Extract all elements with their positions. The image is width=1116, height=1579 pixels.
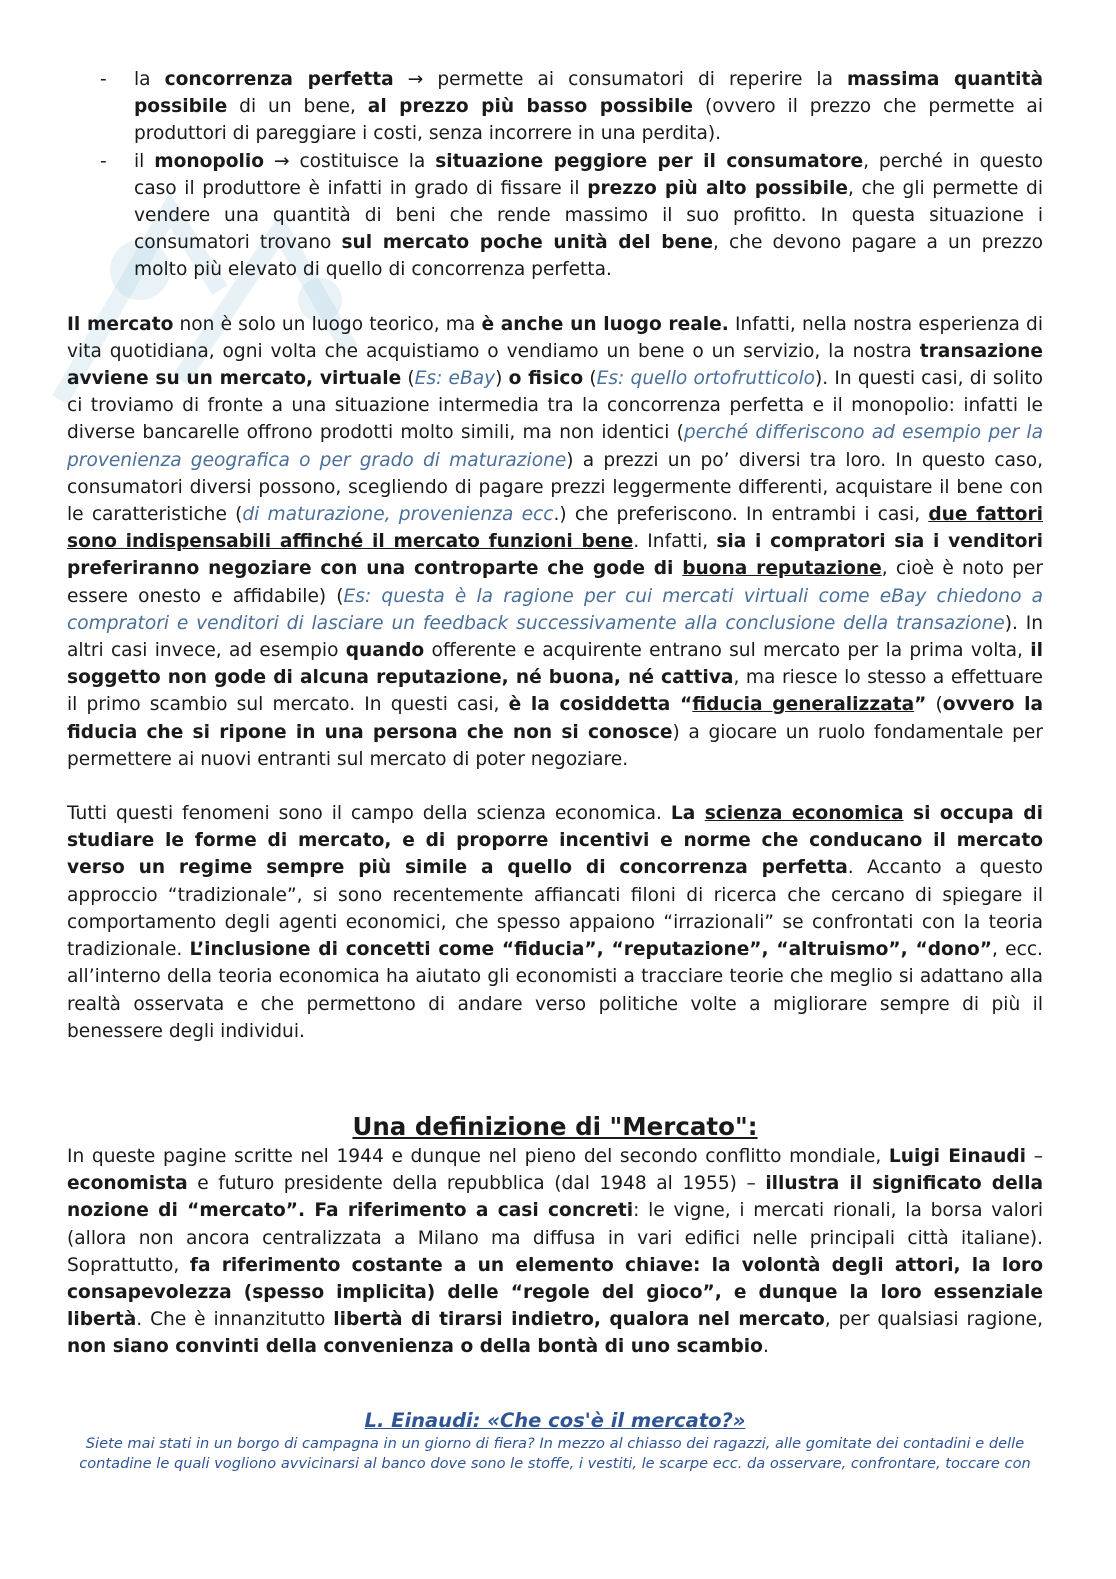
text-run: monopolio xyxy=(154,150,265,172)
text-run: sia i compratori sia i venditori preferiranno negoziare con una controparte che gode di xyxy=(67,531,1043,580)
text-run: sul mercato poche unità del bene xyxy=(341,232,714,254)
text-run: illustra il significato della nozione di “mercato”. Fa riferimento a casi concreti xyxy=(67,1173,1043,1222)
text-run: non siano convinti della convenienza o della bontà di uno scambio xyxy=(67,1336,763,1358)
text-run: , ecc. all’interno della teoria economica ha aiutato gli economisti a tracciare teorie che meglio si adattano alla realtà osservata e che permettono di andare verso politiche volte a migliorare sempre di più il benessere degli individui. xyxy=(67,939,1043,1042)
market-forms-list xyxy=(67,66,1043,284)
text-run: . xyxy=(762,1336,769,1358)
text-run: , cioè è noto per essere onesto e affidabile) ( xyxy=(67,558,1043,607)
dash-bullet: - xyxy=(100,69,107,90)
text-run: La xyxy=(670,803,705,825)
text-run: fiducia generalizzata xyxy=(692,694,915,716)
text-run: fa riferimento costante a un elemento chiave: la volontà degli attori, la loro consapevolezza (spesso implicita) delle “regole del gioco”, e dunque la loro essenziale libertà xyxy=(67,1254,1043,1331)
text-run: .) che preferiscono. In entrambi i casi, xyxy=(553,504,929,526)
text-run: il soggetto non gode di alcuna reputazione, né buona, né cattiva xyxy=(67,640,1043,689)
text-run: situazione peggiore per il consumatore xyxy=(435,150,864,172)
text-run: → costituisce la xyxy=(264,150,436,172)
list-item-perfect-competition xyxy=(67,66,1043,148)
text-run: ). In questi casi, di solito ci troviamo di fronte a una situazione intermedia tra la concorrenza perfetta e il monopolio: infatti le diverse bancarelle offrono prodotti molto simili, ma non identici ( xyxy=(67,368,1043,444)
text-run: L’inclusione di concetti come “fiducia”, “reputazione”, “altruismo”, “dono” xyxy=(189,939,993,961)
text-run: economista xyxy=(67,1173,188,1195)
paragraph-einaudi xyxy=(67,1143,1043,1361)
text-run: , che devono pagare a un prezzo molto più elevato di quello di concorrenza perfetta. xyxy=(134,232,1044,281)
text-run: . Accanto a questo approccio “tradizionale”, si sono recentemente affiancati filoni di ricerca che cercano di spiegare il comportamento degli agenti economici, che spesso appaiono “irrazionali” se confrontati con la teoria tradizionale. xyxy=(67,857,1043,961)
text-run: è la cosiddetta “ xyxy=(508,694,693,716)
text-run: ( xyxy=(926,694,943,716)
text-run: ) a prezzi un po’ diversi tra loro. In questo caso, consumatori diversi possono, scegliendo di pagare prezzi leggermente differenti, acquistare il bene con le caratteristiche ( xyxy=(67,449,1043,526)
text-run: massima quantità possibile xyxy=(134,69,1043,118)
text-run: non è solo un luogo teorico, ma xyxy=(173,313,482,335)
text-run: si occupa di studiare le forme di mercato, e di proporre incentivi e norme che conducano il mercato verso un regime sempre più simile a quello di concorrenza perfetta xyxy=(67,803,1043,879)
text-run: ) xyxy=(495,368,509,390)
text-run: , perché in questo caso il produttore è infatti in grado di fissare il xyxy=(134,150,1043,199)
text-run: la xyxy=(134,69,165,90)
list-item-text xyxy=(134,151,1043,281)
text-run: In queste pagine scritte nel 1944 e dunque nel pieno del secondo conflitto mondiale, xyxy=(67,1145,889,1167)
text-run: buona reputazione xyxy=(682,558,882,580)
text-run: quando xyxy=(345,640,425,662)
text-run: perché differiscono ad esempio per la provenienza geografica o per grado di maturazione xyxy=(67,422,1043,471)
text-run: al prezzo più basso possibile xyxy=(367,96,694,118)
text-run: o fisico xyxy=(508,368,584,390)
text-run: , che gli permette di vendere una quantità di beni che rende massimo il suo profitto. In questa situazione i consumatori trovano xyxy=(134,177,1043,254)
text-run: libertà di tirarsi indietro, qualora nel mercato xyxy=(333,1309,825,1331)
text-run: . Infatti, xyxy=(633,531,717,553)
text-run: offerente e acquirente entrano sul mercato per la prima volta, xyxy=(424,640,1031,662)
text-run: : le vigne, i mercati rionali, la borsa valori (allora non ancora centralizzata a Milano ma diffusa in vari edifici nelle principali città italiane). Soprattutto, xyxy=(67,1200,1044,1276)
text-run: il xyxy=(134,150,155,172)
text-run: concorrenza perfetta xyxy=(164,69,394,90)
quote-title-link[interactable]: L. Einaudi: «Che cos'è il mercato?» xyxy=(364,1408,746,1432)
text-run: due fattori sono indispensabili affinché il mercato funzioni bene xyxy=(67,504,1043,553)
text-run: transazione avviene su un mercato, virtuale xyxy=(67,340,1043,390)
paragraph-market-real-place xyxy=(67,311,1043,773)
quote-body: Siete mai stati in un borgo di campagna in un giorno di fiera? In mezzo al chiasso dei ragazzi, alle gomitate dei contadini e delle contadine le quali vogliono avvicinarsi al banco dove sono le stoffe, i vestiti, le scarpe ecc. da osservare, confrontare, toccare con xyxy=(79,1434,1031,1472)
text-run: ) a giocare un ruolo fondamentale per permettere ai nuovi entranti sul mercato di poter negoziare. xyxy=(67,721,1043,770)
text-run: ). In altri casi invece, ad esempio xyxy=(67,612,1043,662)
text-run: , per qualsiasi ragione, xyxy=(824,1309,1043,1331)
text-run: ( xyxy=(583,368,597,390)
text-run: Luigi Einaudi xyxy=(888,1145,1027,1167)
list-item-text xyxy=(134,69,1043,144)
paragraph-economic-science xyxy=(67,800,1043,1045)
text-run: e futuro presidente della repubblica (dal 1948 al 1955) – xyxy=(187,1173,766,1195)
text-run: . Che è innanzitutto xyxy=(136,1309,334,1331)
text-run: – xyxy=(1026,1145,1043,1167)
text-run: (ovvero il prezzo che permette ai produttori di pareggiare i costi, senza incorrere in una perdita). xyxy=(134,96,1043,145)
text-run: ovvero la fiducia che si ripone in una persona che non si conosce xyxy=(67,694,1044,743)
text-run: , ma riesce lo stesso a effettuare il primo scambio sul mercato. In questi casi, xyxy=(67,667,1043,716)
text-run: di maturazione, provenienza ecc xyxy=(242,504,554,526)
text-run: Tutti questi fenomeni sono il campo della scienza economica. xyxy=(67,803,671,825)
text-run: ( xyxy=(401,368,415,390)
list-item-monopoly xyxy=(67,148,1043,284)
text-run: Es: eBay xyxy=(414,368,496,390)
text-run: ” xyxy=(914,694,927,716)
dash-bullet: - xyxy=(100,150,107,172)
document-page xyxy=(67,66,1043,1474)
text-run: di un bene, xyxy=(227,96,368,118)
text-run: Es: quello ortofrutticolo xyxy=(596,368,815,390)
text-run: Il mercato xyxy=(67,313,174,335)
text-run: è anche un luogo reale. xyxy=(481,313,729,335)
text-run: scienza economica xyxy=(704,803,904,825)
text-run: → permette ai consumatori di reperire la xyxy=(393,69,848,90)
text-run: Es: questa è la ragione per cui mercati virtuali come eBay chiedono a compratori e venditori di lasciare un feedback successivamente alla conclusione della transazione xyxy=(67,585,1043,634)
text-run: prezzo più alto possibile xyxy=(587,177,848,199)
text-run: Infatti, nella nostra esperienza di vita quotidiana, ogni volta che acquistiamo o vendiamo un bene o un servizio, la nostra xyxy=(67,313,1043,362)
section-title: Una definizione di "Mercato": xyxy=(352,1111,758,1141)
